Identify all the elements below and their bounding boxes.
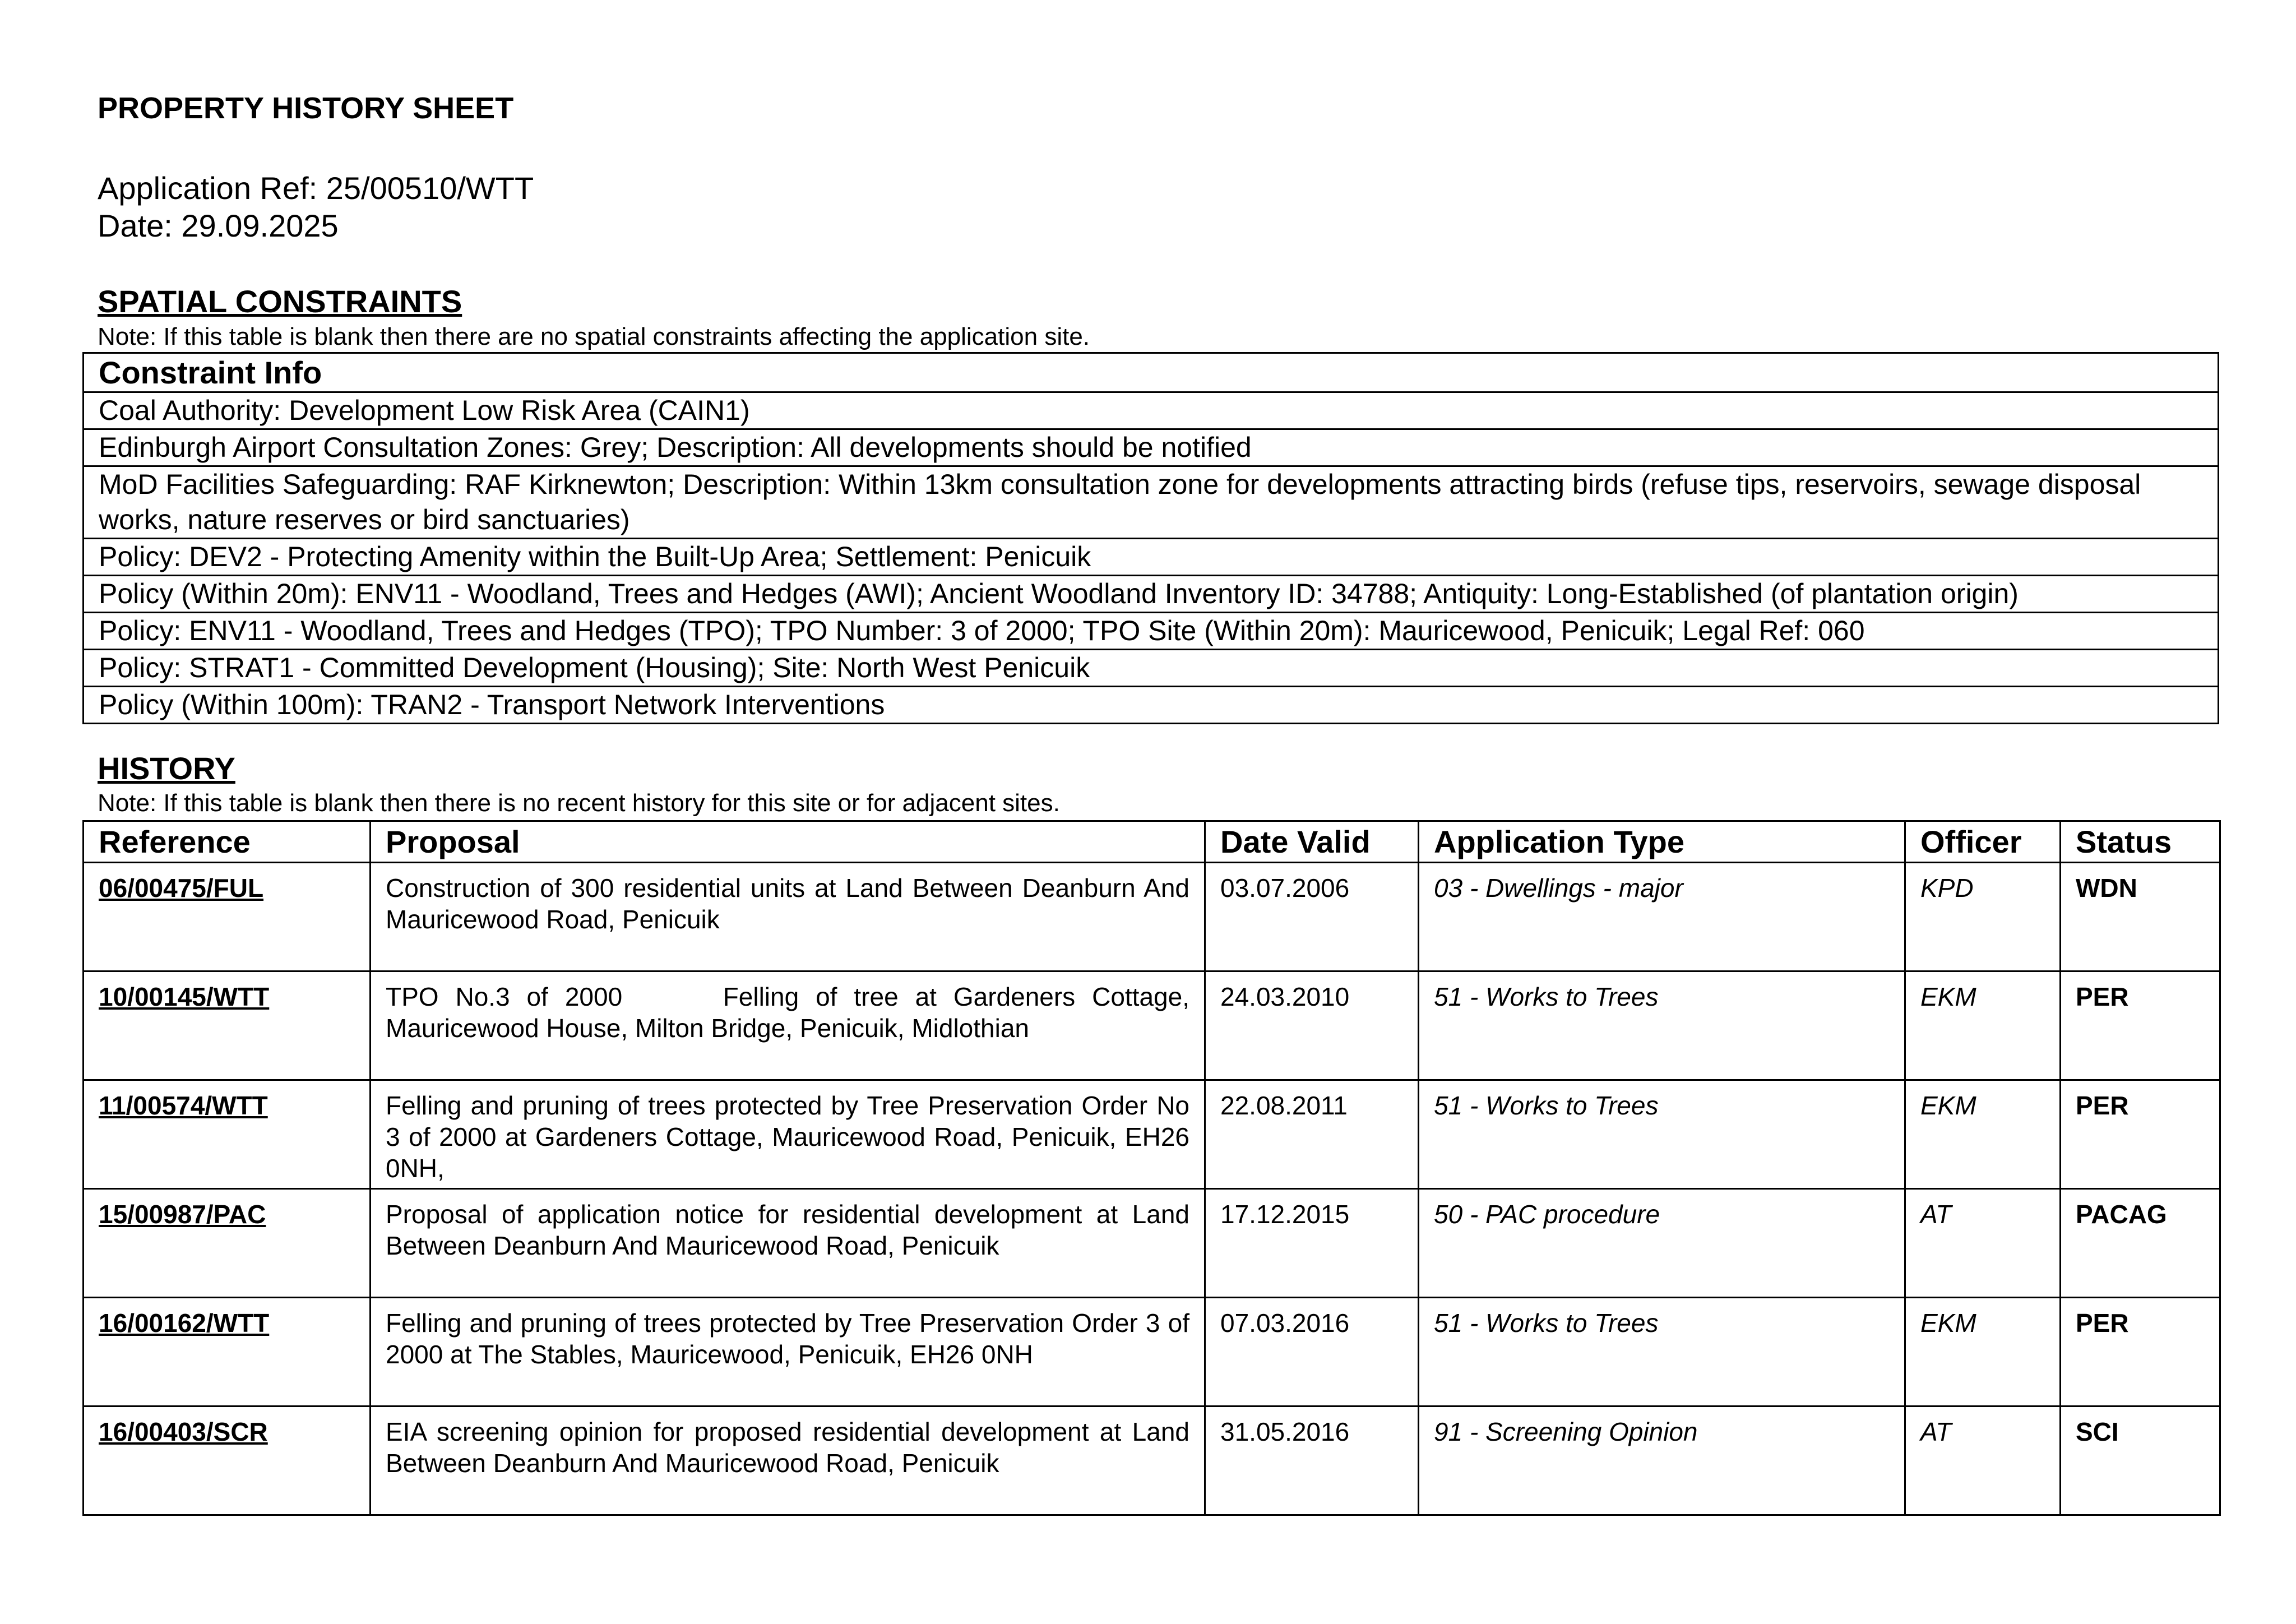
- status-cell: PER: [2061, 1298, 2220, 1406]
- table-row: [84, 863, 2220, 971]
- spatial-constraints-heading: SPATIAL CONSTRAINTS: [98, 284, 462, 319]
- officer-cell: EKM: [1905, 971, 2061, 1080]
- table-row: [84, 971, 2220, 1080]
- status-cell: PACAG: [2061, 1189, 2220, 1298]
- reference-link[interactable]: 11/00574/WTT: [84, 1080, 371, 1189]
- constraint-row: [84, 429, 2219, 466]
- col-header-status: Status: [2061, 821, 2220, 863]
- reference-link[interactable]: 10/00145/WTT: [84, 971, 371, 1080]
- constraint-row: [84, 687, 2219, 724]
- constraint-cell: MoD Facilities Safeguarding: RAF Kirknewton; Description: Within 13km consultation zone for developments attracting birds (refuse tips, reservoirs, sewage disposal works, nature reserves or bird sanctuaries): [84, 466, 2219, 539]
- status-cell: PER: [2061, 1080, 2220, 1189]
- officer-cell: KPD: [1905, 863, 2061, 971]
- reference-link[interactable]: 16/00162/WTT: [84, 1298, 371, 1406]
- table-row: [84, 1298, 2220, 1406]
- status-cell: WDN: [2061, 863, 2220, 971]
- application-type-cell: 51 - Works to Trees: [1419, 971, 1905, 1080]
- reference-link[interactable]: 15/00987/PAC: [84, 1189, 371, 1298]
- date-valid-cell: 31.05.2016: [1205, 1406, 1419, 1515]
- col-header-application-type: Application Type: [1419, 821, 1905, 863]
- constraints-header-row: [84, 353, 2219, 392]
- officer-cell: EKM: [1905, 1298, 2061, 1406]
- proposal-cell: TPO No.3 of 2000 Felling of tree at Gardeners Cottage, Mauricewood House, Milton Bridge, Penicuik, Midlothian: [371, 971, 1205, 1080]
- officer-cell: AT: [1905, 1406, 2061, 1515]
- constraints-table: [82, 352, 2219, 724]
- application-date: Date: 29.09.2025: [98, 208, 339, 243]
- constraint-row: [84, 539, 2219, 576]
- status-cell: SCI: [2061, 1406, 2220, 1515]
- constraint-row: [84, 466, 2219, 539]
- spatial-constraints-note: Note: If this table is blank then there are no spatial constraints affecting the application site.: [98, 323, 1090, 350]
- constraint-info-header: Constraint Info: [84, 353, 2219, 392]
- constraint-cell: Policy: DEV2 - Protecting Amenity within the Built-Up Area; Settlement: Penicuik: [84, 539, 2219, 576]
- application-type-cell: 91 - Screening Opinion: [1419, 1406, 1905, 1515]
- constraint-row: [84, 392, 2219, 429]
- officer-cell: EKM: [1905, 1080, 2061, 1189]
- table-row: [84, 1406, 2220, 1515]
- constraint-cell: Coal Authority: Development Low Risk Area (CAIN1): [84, 392, 2219, 429]
- history-table: [82, 820, 2221, 1516]
- reference-link[interactable]: 16/00403/SCR: [84, 1406, 371, 1515]
- application-type-cell: 50 - PAC procedure: [1419, 1189, 1905, 1298]
- col-header-date-valid: Date Valid: [1205, 821, 1419, 863]
- history-header-row: [84, 821, 2220, 863]
- date-valid-cell: 03.07.2006: [1205, 863, 1419, 971]
- constraint-cell: Edinburgh Airport Consultation Zones: Grey; Description: All developments should be notified: [84, 429, 2219, 466]
- officer-cell: AT: [1905, 1189, 2061, 1298]
- constraint-row: [84, 576, 2219, 613]
- constraint-cell: Policy: STRAT1 - Committed Development (Housing); Site: North West Penicuik: [84, 650, 2219, 687]
- date-valid-cell: 07.03.2016: [1205, 1298, 1419, 1406]
- constraint-cell: Policy (Within 20m): ENV11 - Woodland, Trees and Hedges (AWI); Ancient Woodland Inventory ID: 34788; Antiquity: Long-Established (of plantation origin): [84, 576, 2219, 613]
- page-title: PROPERTY HISTORY SHEET: [98, 91, 514, 125]
- constraint-row: [84, 650, 2219, 687]
- date-valid-cell: 17.12.2015: [1205, 1189, 1419, 1298]
- reference-link[interactable]: 06/00475/FUL: [84, 863, 371, 971]
- status-cell: PER: [2061, 971, 2220, 1080]
- table-row: [84, 1189, 2220, 1298]
- application-type-cell: 03 - Dwellings - major: [1419, 863, 1905, 971]
- application-type-cell: 51 - Works to Trees: [1419, 1080, 1905, 1189]
- application-ref: Application Ref: 25/00510/WTT: [98, 170, 534, 206]
- col-header-officer: Officer: [1905, 821, 2061, 863]
- constraint-row: [84, 613, 2219, 650]
- proposal-cell: EIA screening opinion for proposed residential development at Land Between Deanburn And Mauricewood Road, Penicuik: [371, 1406, 1205, 1515]
- date-valid-cell: 22.08.2011: [1205, 1080, 1419, 1189]
- constraint-cell: Policy: ENV11 - Woodland, Trees and Hedges (TPO); TPO Number: 3 of 2000; TPO Site (Within 20m): Mauricewood, Penicuik; Legal Ref: 060: [84, 613, 2219, 650]
- proposal-cell: Construction of 300 residential units at Land Between Deanburn And Mauricewood Road, Penicuik: [371, 863, 1205, 971]
- application-type-cell: 51 - Works to Trees: [1419, 1298, 1905, 1406]
- history-heading: HISTORY: [98, 751, 235, 786]
- history-note: Note: If this table is blank then there is no recent history for this site or for adjacent sites.: [98, 789, 1060, 817]
- col-header-reference: Reference: [84, 821, 371, 863]
- col-header-proposal: Proposal: [371, 821, 1205, 863]
- date-valid-cell: 24.03.2010: [1205, 971, 1419, 1080]
- table-row: [84, 1080, 2220, 1189]
- proposal-cell: Proposal of application notice for residential development at Land Between Deanburn And Mauricewood Road, Penicuik: [371, 1189, 1205, 1298]
- proposal-cell: Felling and pruning of trees protected by Tree Preservation Order No 3 of 2000 at Gardeners Cottage, Mauricewood Road, Penicuik, EH26 0NH,: [371, 1080, 1205, 1189]
- constraint-cell: Policy (Within 100m): TRAN2 - Transport Network Interventions: [84, 687, 2219, 724]
- proposal-cell: Felling and pruning of trees protected by Tree Preservation Order 3 of 2000 at The Stables, Mauricewood, Penicuik, EH26 0NH: [371, 1298, 1205, 1406]
